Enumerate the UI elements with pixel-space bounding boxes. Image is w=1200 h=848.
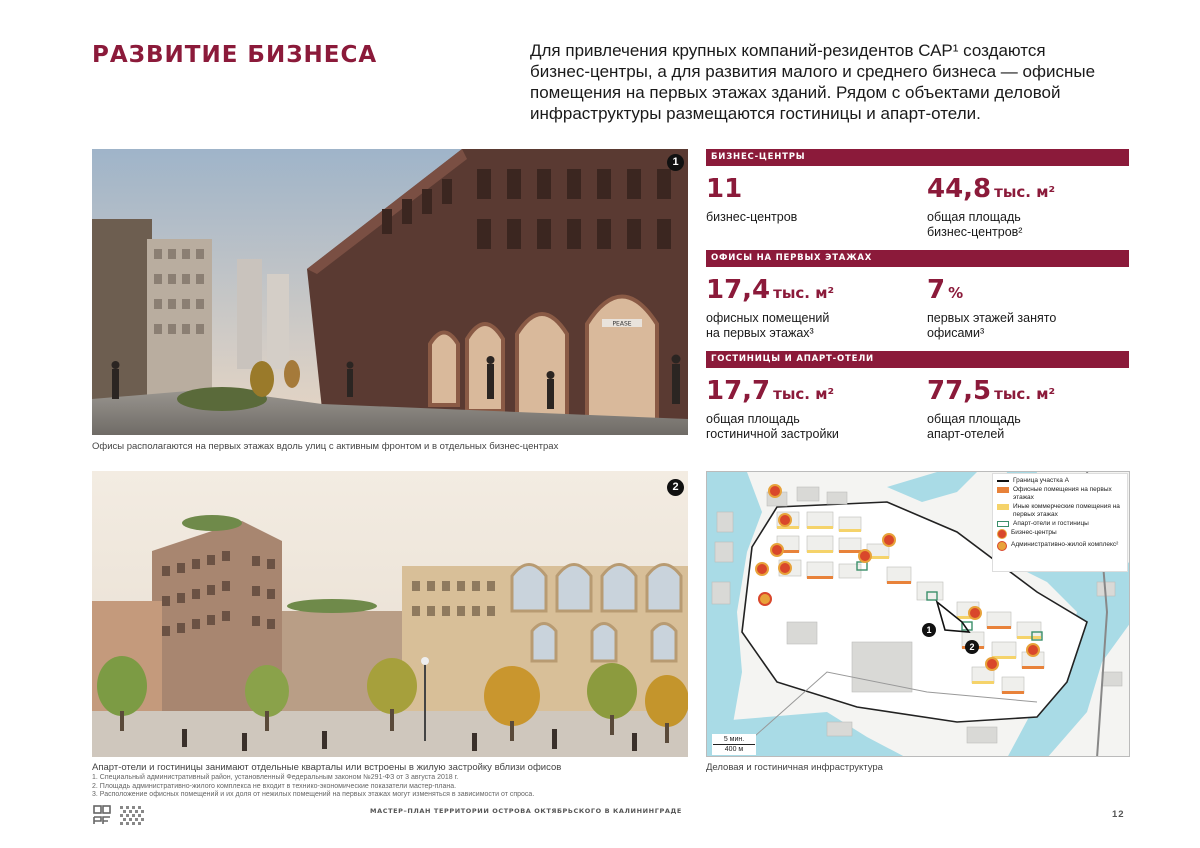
map-marker-1: 1 xyxy=(922,623,936,637)
stat-description xyxy=(927,412,1137,442)
section-heading-business-centers: БИЗНЕС-ЦЕНТРЫ xyxy=(706,149,1129,166)
stat-desc-line: первых этажей занято xyxy=(927,311,1057,325)
stat-unit: тыс. м² xyxy=(773,385,835,403)
legend-item-border: Граница участка А xyxy=(997,477,1123,484)
stat-desc-line: общая площадь xyxy=(927,210,1021,224)
stat-business-centers-count xyxy=(706,174,916,225)
stat-value xyxy=(927,376,1137,409)
map-scale xyxy=(712,734,756,755)
stat-desc-line: бизнес-центров xyxy=(706,210,798,224)
stat-offices-share xyxy=(927,275,1137,341)
stat-description xyxy=(706,210,916,225)
outline-swatch-icon xyxy=(997,521,1009,527)
map-marker-2: 2 xyxy=(965,640,979,654)
stat-desc-line: офисных помещений xyxy=(706,311,830,325)
stat-desc-line: офисами³ xyxy=(927,326,985,340)
photo-number-badge: 1 xyxy=(667,154,684,171)
intro-line: помещения на первых этажах зданий. Рядом с объектами деловой xyxy=(530,83,1061,102)
stat-desc-line: гостиничной застройки xyxy=(706,427,839,441)
stat-number: 77,5 xyxy=(927,376,992,406)
intro-text xyxy=(530,40,1130,124)
hotels-photo xyxy=(92,471,688,757)
footnote: 2. Площадь административно-жилого комплекса не входит в технико-экономические показатели мастер-плана. xyxy=(92,782,457,790)
briefcase-marker-icon xyxy=(997,529,1007,539)
stat-number: 17,7 xyxy=(706,376,771,406)
section-heading-hotels: ГОСТИНИЦЫ И АПАРТ-ОТЕЛИ xyxy=(706,351,1129,368)
stat-desc-line: общая площадь xyxy=(706,412,800,426)
legend-item-offices: Офисные помещения на первых этажах xyxy=(997,486,1123,501)
stat-desc-line: бизнес-центров² xyxy=(927,225,1023,239)
stat-number: 44,8 xyxy=(927,174,992,204)
hotels-illustration xyxy=(92,471,688,757)
photo-number-badge: 2 xyxy=(667,479,684,496)
stat-value xyxy=(706,376,916,409)
stat-description xyxy=(927,210,1137,240)
legend-item-hotels: Апарт-отели и гостиницы xyxy=(997,520,1123,527)
line-swatch-icon xyxy=(997,480,1009,482)
photo2-caption: Апарт-отели и гостиницы занимают отдельные кварталы или встроены в жилую застройку вблизи офисов xyxy=(92,762,562,773)
page-number: 12 xyxy=(1112,809,1125,820)
footnotes xyxy=(92,774,534,800)
section-heading-ground-offices: ОФИСЫ НА ПЕРВЫХ ЭТАЖАХ xyxy=(706,250,1129,267)
footnote: 1. Специальный административный район, установленный Федеральным законом №291-ФЗ от 3 августа 2018 г. xyxy=(92,774,459,781)
stat-desc-line: общая площадь xyxy=(927,412,1021,426)
stat-description xyxy=(706,412,916,442)
stat-value xyxy=(927,275,1137,308)
footnote: 3. Расположение офисных помещений и их доля от нежилых помещений на первых этажах могут изменяться в зависимости от спроса. xyxy=(92,791,535,799)
map-legend xyxy=(992,473,1128,572)
admin-marker-icon xyxy=(997,541,1007,551)
fill-swatch-icon xyxy=(997,504,1009,510)
footer-logos xyxy=(92,804,150,831)
stat-number: 17,4 xyxy=(706,275,771,305)
dom-rf-logo-icon xyxy=(92,804,150,826)
stat-description xyxy=(927,311,1137,341)
stat-unit: тыс. м² xyxy=(994,183,1056,201)
stat-number: 7 xyxy=(927,275,946,305)
street-illustration xyxy=(92,149,688,435)
map-caption: Деловая и гостиничная инфраструктура xyxy=(706,762,883,773)
stat-desc-line: апарт-отелей xyxy=(927,427,1005,441)
stat-offices-area xyxy=(706,275,916,341)
stat-value xyxy=(706,174,916,207)
street-offices-photo xyxy=(92,149,688,435)
stat-unit: % xyxy=(948,284,964,302)
fill-swatch-icon xyxy=(997,487,1009,493)
stat-value xyxy=(706,275,916,308)
legend-item-commercial: Иные коммерческие помещения на первых этажах xyxy=(997,503,1123,518)
intro-line: бизнес-центры, а для развития малого и среднего бизнеса — офисные xyxy=(530,62,1096,81)
stat-number: 11 xyxy=(706,174,743,204)
stat-apart-hotels-area xyxy=(927,376,1137,442)
scale-time: 5 мин. xyxy=(723,736,745,743)
stat-description xyxy=(706,311,916,341)
photo1-caption: Офисы располагаются на первых этажах вдоль улиц с активным фронтом и в отдельных бизнес-центрах xyxy=(92,441,559,452)
scale-distance: 400 м xyxy=(713,744,755,754)
stat-unit: тыс. м² xyxy=(994,385,1056,403)
legend-item-business-centers: Бизнес-центры xyxy=(997,529,1123,539)
stat-business-centers-area xyxy=(927,174,1137,240)
intro-line: Для привлечения крупных компаний-резидентов САР¹ создаются xyxy=(530,41,1046,60)
footer-title: МАСТЕР–ПЛАН ТЕРРИТОРИИ ОСТРОВА ОКТЯБРЬСКОГО В КАЛИНИНГРАДЕ xyxy=(370,807,682,815)
stat-hotels-area xyxy=(706,376,916,442)
intro-line: инфраструктуры размещаются гостиницы и апарт-отели. xyxy=(530,104,981,123)
legend-item-admin-complex: Административно-жилой комплекс² xyxy=(997,541,1123,551)
shop-sign: PEASE xyxy=(612,320,632,328)
page-title: РАЗВИТИЕ БИЗНЕСА xyxy=(92,42,378,68)
stat-value xyxy=(927,174,1137,207)
stat-desc-line: на первых этажах³ xyxy=(706,326,814,340)
stat-unit: тыс. м² xyxy=(773,284,835,302)
